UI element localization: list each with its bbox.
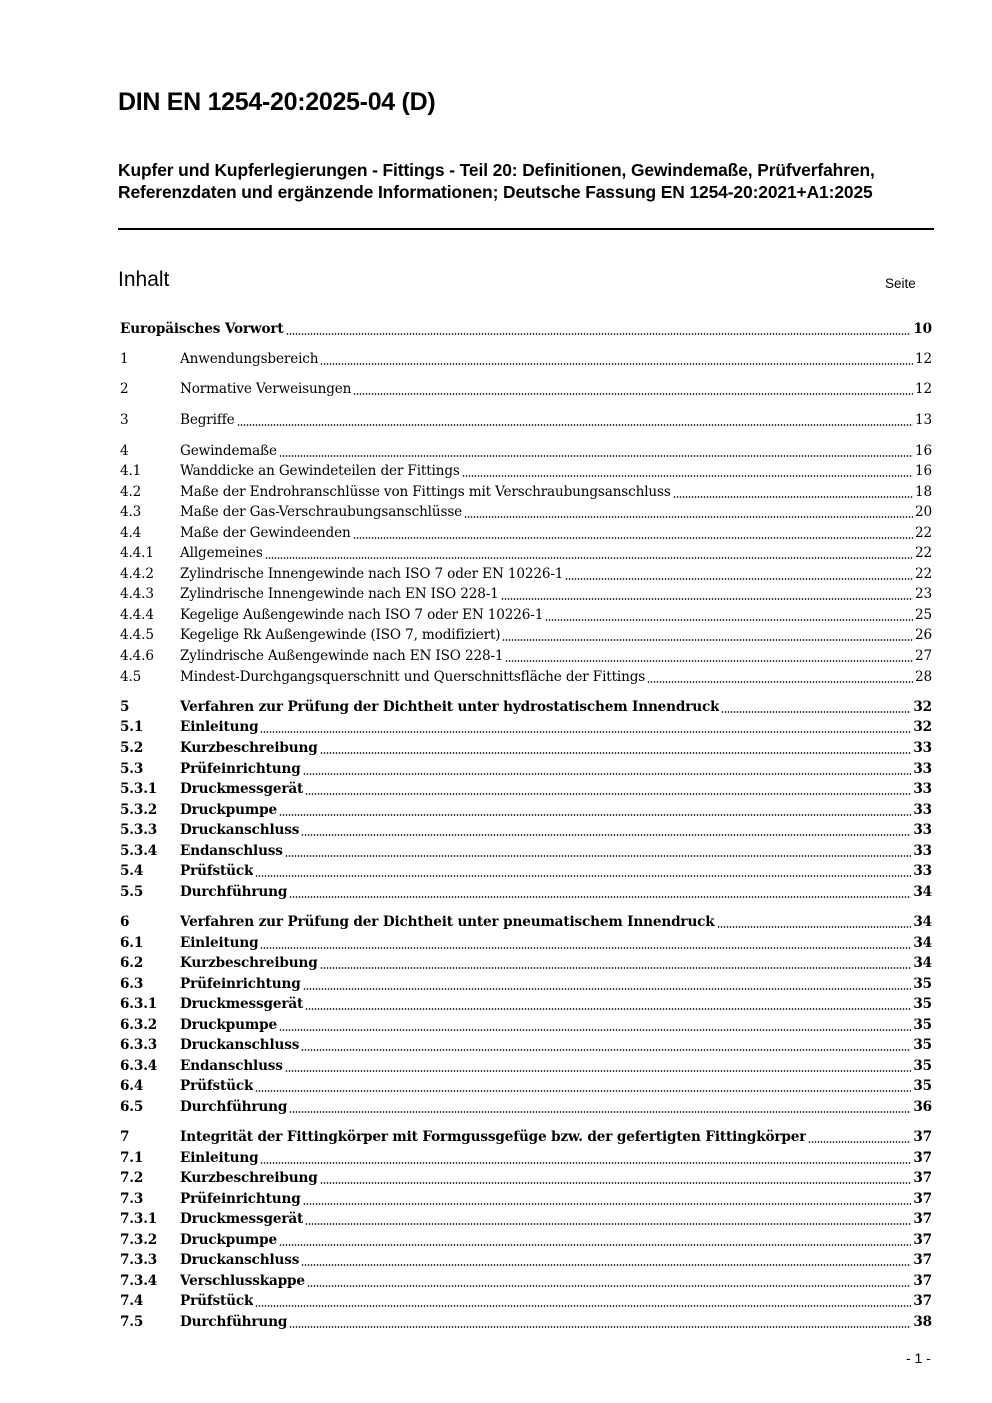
toc-entry[interactable] (120, 545, 932, 565)
toc-entry[interactable] (120, 955, 932, 975)
toc-entry-title: Druckanschluss (180, 1037, 300, 1053)
dot-leader (260, 1161, 911, 1165)
toc-entry[interactable] (120, 566, 932, 586)
toc-entry-page: 23 (915, 586, 932, 602)
dot-leader (279, 1028, 911, 1032)
toc-entry-number: 4.4.4 (120, 607, 154, 623)
toc-entry-number: 4.3 (120, 504, 142, 520)
toc-entry-number: 5.1 (120, 719, 144, 735)
toc-entry-number: 7.4 (120, 1293, 144, 1309)
toc-entry-title: Einleitung (180, 719, 259, 735)
toc-entry-title: Druckmessgerät (180, 1211, 304, 1227)
toc-entry[interactable] (120, 1314, 932, 1334)
toc-entry-title: Begriffe (180, 412, 235, 428)
toc-entry-page: 33 (913, 822, 932, 838)
toc-entry-title: Druckmessgerät (180, 781, 304, 797)
toc-entry-page: 34 (913, 955, 932, 971)
toc-entry-page: 33 (913, 863, 932, 879)
toc-entry-page: 37 (913, 1150, 932, 1166)
toc-entry[interactable] (120, 822, 932, 842)
toc-entry-title: Verfahren zur Prüfung der Dichtheit unter pneumatischem Innendruck (180, 914, 715, 930)
toc-entry-number: 5.3.4 (120, 843, 158, 859)
dot-leader (279, 454, 913, 458)
dot-leader (353, 536, 913, 540)
toc-entry-number: 5.3.3 (120, 822, 158, 838)
toc-entry-number: 7.3.1 (120, 1211, 158, 1227)
toc-entry[interactable] (120, 504, 932, 524)
toc-entry-title: Zylindrische Innengewinde nach ISO 7 oder EN 10226-1 (180, 566, 564, 582)
toc-entry[interactable] (120, 1078, 932, 1098)
toc-entry[interactable] (120, 351, 932, 371)
toc-entry-page: 33 (913, 781, 932, 797)
toc-entry-title: Einleitung (180, 935, 259, 951)
toc-entry-number: 5.3 (120, 761, 144, 777)
toc-entry-page: 33 (913, 802, 932, 818)
toc-entry[interactable] (120, 740, 932, 760)
dot-leader (717, 925, 912, 929)
toc-entry[interactable] (120, 648, 932, 668)
title-rule (118, 228, 934, 230)
toc-entry-title: Gewindemaße (180, 443, 277, 459)
document-title: DIN EN 1254-20:2025-04 (D) (118, 88, 436, 116)
toc-entry-page: 35 (913, 996, 932, 1012)
toc-entry-page: 37 (913, 1232, 932, 1248)
toc-entry-title: Durchführung (180, 884, 288, 900)
toc-entry-title: Kurzbeschreibung (180, 955, 318, 971)
toc-entry-page: 13 (915, 412, 932, 428)
toc-entry-number: 5 (120, 699, 130, 715)
toc-entry[interactable] (120, 719, 932, 739)
toc-entry[interactable] (120, 1170, 932, 1190)
dot-leader (260, 730, 911, 734)
toc-entry-number: 5.3.1 (120, 781, 158, 797)
toc-entry-page: 10 (913, 321, 932, 337)
toc-entry[interactable] (120, 669, 932, 689)
toc-entry-number: 7.3.2 (120, 1232, 158, 1248)
toc-heading: Inhalt (118, 268, 170, 291)
toc-entry-page: 37 (913, 1129, 932, 1145)
toc-entry-number: 4.4.1 (120, 545, 154, 561)
dot-leader (289, 1325, 911, 1329)
dot-leader (279, 813, 911, 817)
toc-entry-number: 6.3.2 (120, 1017, 158, 1033)
toc-entry-page: 35 (913, 976, 932, 992)
dot-leader (721, 710, 911, 714)
toc-entry-title: Prüfstück (180, 1293, 254, 1309)
dot-leader (237, 423, 914, 427)
toc-entry-title: Zylindrische Außengewinde nach EN ISO 228-1 (180, 648, 504, 664)
toc-entry[interactable] (120, 1273, 932, 1293)
toc-entry-page: 26 (915, 627, 932, 643)
toc-entry-page: 35 (913, 1058, 932, 1074)
toc-entry[interactable] (120, 1293, 932, 1313)
toc-entry[interactable] (120, 1058, 932, 1078)
toc-entry-number: 5.5 (120, 884, 144, 900)
toc-entry[interactable] (120, 1017, 932, 1037)
toc-entry-number: 6.3.1 (120, 996, 158, 1012)
toc-entry-title: Prüfeinrichtung (180, 761, 301, 777)
toc-entry-number: 1 (120, 351, 129, 367)
toc-entry-title: Mindest-Durchgangsquerschnitt und Querschnittsfläche der Fittings (180, 669, 646, 685)
toc-entry-page: 35 (913, 1037, 932, 1053)
toc-entry-title: Druckpumpe (180, 1232, 277, 1248)
toc-entry[interactable] (120, 761, 932, 781)
toc-entry-title: Kurzbeschreibung (180, 1170, 318, 1186)
dot-leader (301, 1048, 911, 1052)
toc-entry[interactable] (120, 484, 932, 504)
toc-entry-number: 4.5 (120, 669, 142, 685)
dot-leader (320, 1181, 912, 1185)
toc-entry[interactable] (120, 525, 932, 545)
toc-entry-number: 6.3.3 (120, 1037, 158, 1053)
toc-entry-number: 7.2 (120, 1170, 144, 1186)
toc-entry-title: Druckpumpe (180, 802, 277, 818)
toc-entry-page: 35 (913, 1078, 932, 1094)
toc-entry-page: 34 (913, 914, 932, 930)
toc-entry-page: 37 (913, 1252, 932, 1268)
toc-entry[interactable] (120, 627, 932, 647)
dot-leader (303, 1202, 912, 1206)
toc-entry-title: Kegelige Außengewinde nach ISO 7 oder EN 10226-1 (180, 607, 544, 623)
toc-entry-number: 5.3.2 (120, 802, 158, 818)
dot-leader (255, 874, 911, 878)
dot-leader (289, 1110, 911, 1114)
dot-leader (301, 833, 911, 837)
toc-entry[interactable] (120, 412, 932, 432)
toc-entry-title: Druckmessgerät (180, 996, 304, 1012)
toc-entry-page: 36 (913, 1099, 932, 1115)
toc-entry-number: 6.1 (120, 935, 144, 951)
toc-entry-page: 28 (915, 669, 932, 685)
toc-entry-title: Allgemeines (180, 545, 263, 561)
dot-leader (286, 332, 912, 336)
toc-entry-number: 4.1 (120, 463, 142, 479)
toc-entry-page: 27 (915, 648, 932, 664)
toc-entry-page: 37 (913, 1191, 932, 1207)
dot-leader (673, 495, 913, 499)
toc-entry-page: 16 (915, 463, 932, 479)
dot-leader (320, 966, 912, 970)
toc-entry[interactable] (120, 1191, 932, 1211)
dot-leader (305, 1007, 911, 1011)
toc-entry[interactable] (120, 1037, 932, 1057)
toc-entry-number: 7.3 (120, 1191, 144, 1207)
toc-entry-page: 34 (913, 935, 932, 951)
toc-page-label: Seite (885, 276, 916, 291)
toc-entry[interactable] (120, 607, 932, 627)
toc-entry-number: 7.3.4 (120, 1273, 158, 1289)
dot-leader (255, 1089, 911, 1093)
toc-entry-page: 32 (913, 699, 932, 715)
toc-entry-title: Einleitung (180, 1150, 259, 1166)
toc-entry-number: 5.4 (120, 863, 144, 879)
dot-leader (462, 474, 913, 478)
toc-entry-number: 6.3 (120, 976, 144, 992)
toc-entry-title: Zylindrische Innengewinde nach EN ISO 228-1 (180, 586, 499, 602)
toc-entry-number: 4.4.6 (120, 648, 154, 664)
toc-entry-title: Durchführung (180, 1099, 288, 1115)
toc-entry-title: Maße der Endrohranschlüsse von Fittings mit Verschraubungsanschluss (180, 484, 671, 500)
toc-entry[interactable] (120, 935, 932, 955)
toc-entry-page: 16 (915, 443, 932, 459)
toc-entry-page: 37 (913, 1170, 932, 1186)
toc-entry-number: 7.3.3 (120, 1252, 158, 1268)
toc-entry-number: 7 (120, 1129, 130, 1145)
toc-entry-title: Durchführung (180, 1314, 288, 1330)
toc-entry-number: 7.5 (120, 1314, 144, 1330)
toc-entry-page: 22 (915, 525, 932, 541)
toc-entry-number: 4.4.2 (120, 566, 154, 582)
toc-entry-page: 18 (915, 484, 932, 500)
toc-entry-title: Anwendungsbereich (180, 351, 319, 367)
toc-entry-page: 20 (915, 504, 932, 520)
toc-entry-title: Kurzbeschreibung (180, 740, 318, 756)
dot-leader (285, 1069, 912, 1073)
dot-leader (647, 680, 913, 684)
toc-entry-page: 12 (915, 381, 932, 397)
toc-entry-page: 32 (913, 719, 932, 735)
dot-leader (565, 577, 913, 581)
dot-leader (808, 1140, 911, 1144)
dot-leader (464, 515, 913, 519)
toc-entry-number: 7.1 (120, 1150, 144, 1166)
dot-leader (303, 772, 912, 776)
toc-entry-number: 4.2 (120, 484, 142, 500)
dot-leader (305, 792, 911, 796)
toc-entry-page: 25 (915, 607, 932, 623)
dot-leader (301, 1263, 911, 1267)
document-subtitle: Kupfer und Kupferlegierungen - Fittings - Teil 20: Definitionen, Gewindemaße, Prüfverfahren, Referenzdaten und ergänzende Informationen; Deutsche Fassung EN 1254-20:2021+A1:2025 (118, 160, 875, 202)
dot-leader (320, 751, 912, 755)
toc-entry-title: Normative Verweisungen (180, 381, 352, 397)
dot-leader (505, 659, 913, 663)
toc-entry-title: Prüfstück (180, 1078, 254, 1094)
toc-entry-number: 6 (120, 914, 130, 930)
toc-entry-number: 4 (120, 443, 129, 459)
toc-entry-page: 22 (915, 566, 932, 582)
toc-entry[interactable] (120, 443, 932, 463)
toc-entry-number: 3 (120, 412, 129, 428)
toc-entry[interactable] (120, 1099, 932, 1119)
toc-entry[interactable] (120, 1211, 932, 1231)
toc-entry[interactable] (120, 381, 932, 401)
toc-entry-number: 6.5 (120, 1099, 144, 1115)
toc-entry[interactable] (120, 976, 932, 996)
toc-entry-title: Wanddicke an Gewindeteilen der Fittings (180, 463, 460, 479)
dot-leader (501, 597, 913, 601)
toc-entry-number: 6.4 (120, 1078, 144, 1094)
toc-entry-number: 6.2 (120, 955, 144, 971)
toc-entry[interactable] (120, 321, 932, 341)
toc-entry-page: 22 (915, 545, 932, 561)
toc-entry-title: Endanschluss (180, 843, 283, 859)
toc-entry[interactable] (120, 1129, 932, 1149)
page-number: - 1 - (906, 1350, 931, 1366)
toc-entry[interactable] (120, 884, 932, 904)
toc-entry-number: 6.3.4 (120, 1058, 158, 1074)
dot-leader (320, 362, 913, 366)
toc-entry-title: Endanschluss (180, 1058, 283, 1074)
toc-entry-title: Druckanschluss (180, 822, 300, 838)
dot-leader (307, 1284, 911, 1288)
toc-entry-title: Druckanschluss (180, 1252, 300, 1268)
dot-leader (305, 1222, 911, 1226)
toc-entry-number: 4.4.3 (120, 586, 154, 602)
toc-entry-page: 33 (913, 740, 932, 756)
toc-entry-page: 35 (913, 1017, 932, 1033)
dot-leader (545, 618, 913, 622)
dot-leader (502, 638, 913, 642)
dot-leader (260, 946, 911, 950)
toc-entry-title: Kegelige Rk Außengewinde (ISO 7, modifiziert) (180, 627, 501, 643)
toc-entry-page: 37 (913, 1293, 932, 1309)
toc-entry-page: 38 (913, 1314, 932, 1330)
toc-entry[interactable] (120, 1150, 932, 1170)
toc-entry-title: Maße der Gewindeenden (180, 525, 351, 541)
toc-entry-page: 37 (913, 1211, 932, 1227)
toc-entry-title: Verschlusskappe (180, 1273, 305, 1289)
toc-entry-page: 33 (913, 761, 932, 777)
toc-entry[interactable] (120, 914, 932, 934)
toc-entry-number: 5.2 (120, 740, 144, 756)
dot-leader (255, 1304, 911, 1308)
toc-entry[interactable] (120, 781, 932, 801)
toc-entry-number: 2 (120, 381, 129, 397)
toc-entry[interactable] (120, 586, 932, 606)
toc-entry[interactable] (120, 1252, 932, 1272)
dot-leader (289, 895, 911, 899)
dot-leader (279, 1243, 911, 1247)
dot-leader (353, 392, 913, 396)
toc-entry-number: 4.4.5 (120, 627, 154, 643)
toc-entry-page: 37 (913, 1273, 932, 1289)
toc-entry-title: Maße der Gas-Verschraubungsanschlüsse (180, 504, 463, 520)
dot-leader (285, 854, 912, 858)
toc-entry-title: Prüfeinrichtung (180, 976, 301, 992)
toc-entry-title: Prüfstück (180, 863, 254, 879)
toc-entry-title: Verfahren zur Prüfung der Dichtheit unter hydrostatischem Innendruck (180, 699, 720, 715)
dot-leader (265, 556, 913, 560)
toc-entry[interactable] (120, 843, 932, 863)
toc-entry-title: Prüfeinrichtung (180, 1191, 301, 1207)
toc-entry[interactable] (120, 1232, 932, 1252)
toc-entry[interactable] (120, 996, 932, 1016)
toc-entry-title: Druckpumpe (180, 1017, 277, 1033)
dot-leader (303, 987, 912, 991)
toc-entry-page: 33 (913, 843, 932, 859)
toc-entry-page: 34 (913, 884, 932, 900)
toc-entry[interactable] (120, 802, 932, 822)
toc-entry-title: Europäisches Vorwort (120, 321, 284, 337)
toc-entry-number: 4.4 (120, 525, 142, 541)
toc-entry-page: 12 (915, 351, 932, 367)
toc-entry[interactable] (120, 463, 932, 483)
toc-entry[interactable] (120, 863, 932, 883)
toc-entry[interactable] (120, 699, 932, 719)
toc-entry-title: Integrität der Fittingkörper mit Formgussgefüge bzw. der gefertigten Fittingkörper (180, 1129, 807, 1145)
